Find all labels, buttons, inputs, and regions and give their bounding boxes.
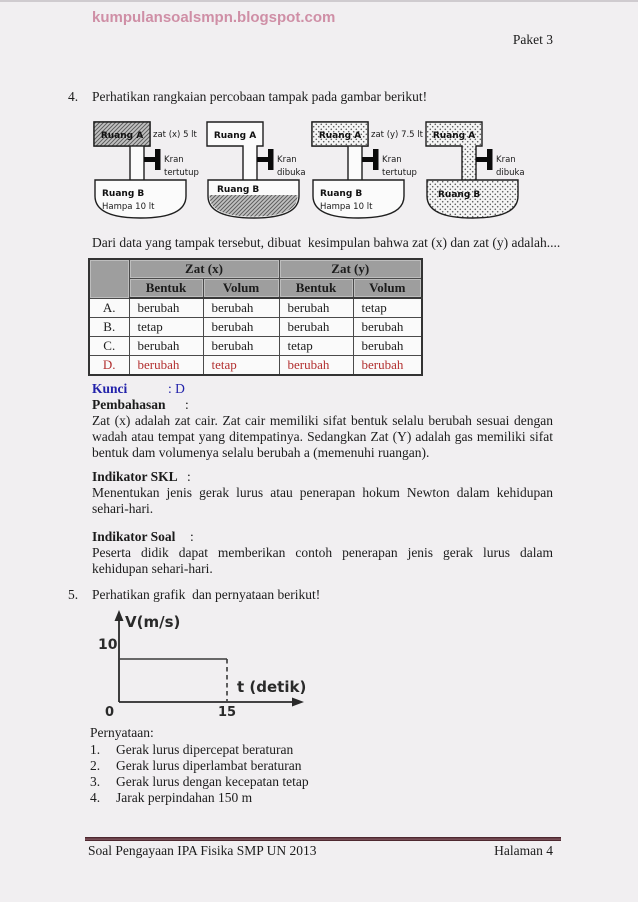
col-header: Volum	[353, 279, 422, 299]
table-row-option-c	[89, 337, 422, 356]
question-4-prompt: Perhatikan rangkaian percobaan tampak pada gambar berikut!	[92, 89, 428, 104]
apparatus-2-liquid-open	[205, 118, 308, 223]
cell: berubah	[203, 298, 279, 318]
cell: tetap	[203, 356, 279, 376]
y-axis-arrow-icon	[115, 610, 124, 621]
table-group-header-row	[89, 259, 422, 279]
kran-label: Kran	[164, 155, 184, 165]
kran-handle-icon	[373, 149, 379, 170]
col-header: Volum	[203, 279, 279, 299]
cell: tetap	[279, 337, 353, 356]
option-letter: A.	[89, 298, 129, 318]
hampa-label: Hampa 10 lt	[102, 202, 155, 212]
question-4-prompt-row	[68, 89, 568, 105]
ruang-b-flask	[313, 180, 404, 218]
indikator-soal-text: Peserta didik dapat memberikan contoh penerapan jenis gerak lurus dalam kehidupan sehari-hari.	[92, 545, 553, 577]
statements-list	[90, 742, 510, 806]
statement-text: Gerak lurus dengan kecepatan tetap	[116, 774, 309, 789]
ruang-b-label: Ruang B	[217, 185, 260, 195]
apparatus-3-gas-closed	[310, 118, 422, 223]
colon: :	[187, 469, 191, 484]
zat-x-label: zat (x) 5 lt	[153, 130, 197, 140]
kunci-line	[92, 381, 185, 397]
kran-handle-icon	[155, 149, 161, 170]
cell: berubah	[353, 356, 422, 376]
experiment-diagram	[92, 118, 542, 223]
x-axis-arrow-icon	[292, 698, 304, 707]
statement-item	[90, 790, 510, 806]
table-sub-header-row	[89, 279, 422, 299]
apparatus-4-gas-open	[424, 118, 542, 223]
footer-page-number: Halaman 4	[494, 843, 553, 858]
statement-number: 3.	[90, 774, 101, 789]
cell: berubah	[129, 298, 203, 318]
zat-y-header: Zat (y)	[279, 259, 422, 279]
ruang-a-label: Ruang A	[213, 131, 257, 141]
option-letter: C.	[89, 337, 129, 356]
indikator-soal-heading	[92, 529, 194, 545]
statement-number: 4.	[90, 790, 101, 805]
x-tick-15: 15	[218, 705, 237, 720]
indikator-skl-heading	[92, 469, 191, 485]
ruang-b-flask	[95, 180, 186, 218]
statement-item	[90, 774, 510, 790]
velocity-time-graph	[95, 608, 335, 723]
table-row-option-a	[89, 298, 422, 318]
statement-text: Gerak lurus dipercepat beraturan	[116, 742, 294, 757]
kran-state-label: tertutup	[164, 168, 199, 178]
kran-label: Kran	[496, 155, 516, 165]
statement-number: 1.	[90, 742, 101, 757]
ruang-a-label: Ruang A	[432, 131, 476, 141]
cell: berubah	[353, 318, 422, 337]
x-axis-label: t (detik)	[237, 678, 307, 696]
zat-x-header: Zat (x)	[129, 259, 279, 279]
cell: berubah	[279, 298, 353, 318]
kran-label: Kran	[382, 155, 402, 165]
question-5-prompt-row	[68, 587, 568, 603]
pembahasan-heading	[92, 397, 189, 413]
table-corner-cell	[89, 259, 129, 298]
question-5-number: 5.	[68, 587, 79, 602]
ruang-b-label: Ruang B	[320, 189, 363, 199]
cell: berubah	[129, 337, 203, 356]
pembahasan-text: Zat (x) adalah zat cair. Zat cair memiliki sifat bentuk selalu berubah sesuai dengan wadah atau tempat yang ditempatinya. Sedangkan Zat (Y) adalah gas memiliki sifat bentuk dam volumenya selalu berubah a (memenuhi ruangan).	[92, 413, 553, 461]
question-4-number: 4.	[68, 89, 79, 104]
ruang-a-label: Ruang A	[100, 131, 144, 141]
packet-label: Paket 3	[512, 32, 553, 47]
cell: berubah	[129, 356, 203, 376]
kran-state-label: dibuka	[277, 168, 306, 178]
y-tick-10: 10	[98, 637, 118, 653]
table-row-option-d-answer	[89, 356, 422, 376]
cell: tetap	[353, 298, 422, 318]
conclusion-sentence: Dari data yang tampak tersebut, dibuat kesimpulan bahwa zat (x) dan zat (y) adalah....	[92, 235, 561, 250]
statement-text: Gerak lurus diperlambat beraturan	[116, 758, 302, 773]
kunci-label: Kunci	[92, 381, 128, 396]
origin-tick-0: 0	[105, 705, 115, 720]
statement-item	[90, 742, 510, 758]
kunci-value: : D	[168, 381, 185, 396]
indikator-skl-text: Menentukan jenis gerak lurus atau penerapan hokum Newton dalam kehidupan sehari-hari.	[92, 485, 553, 517]
apparatus-1-liquid-closed	[92, 118, 203, 223]
ruang-b-label: Ruang B	[438, 190, 481, 200]
kran-label: Kran	[277, 155, 297, 165]
statements-title: Pernyataan:	[90, 725, 154, 740]
footer-divider	[85, 837, 561, 841]
footer-document-title: Soal Pengayaan IPA Fisika SMP UN 2013	[88, 843, 317, 858]
ruang-a-label: Ruang A	[318, 131, 362, 141]
statement-text: Jarak perpindahan 150 m	[116, 790, 253, 805]
cell: berubah	[203, 318, 279, 337]
y-axis-label: V(m/s)	[125, 613, 181, 631]
answer-table	[88, 258, 423, 376]
cell: tetap	[129, 318, 203, 337]
question-5-prompt: Perhatikan grafik dan pernyataan berikut!	[92, 587, 321, 602]
zat-y-label: zat (y) 7.5 lt	[371, 130, 423, 140]
ruang-b-label: Ruang B	[102, 189, 145, 199]
indikator-soal-label: Indikator Soal	[92, 529, 176, 544]
kran-handle-icon	[268, 149, 274, 170]
indikator-skl-label: Indikator SKL	[92, 469, 178, 484]
cell: berubah	[279, 318, 353, 337]
statement-number: 2.	[90, 758, 101, 773]
cell: berubah	[279, 356, 353, 376]
table-row-option-b	[89, 318, 422, 337]
kran-handle-icon	[487, 149, 493, 170]
hampa-label: Hampa 10 lt	[320, 202, 373, 212]
kran-state-label: dibuka	[496, 168, 525, 178]
col-header: Bentuk	[279, 279, 353, 299]
colon: :	[190, 529, 194, 544]
pembahasan-label: Pembahasan	[92, 397, 166, 412]
col-header: Bentuk	[129, 279, 203, 299]
statement-item	[90, 758, 510, 774]
blog-url-link[interactable]: kumpulansoalsmpn.blogspot.com	[92, 9, 336, 26]
option-letter: B.	[89, 318, 129, 337]
page-footer	[88, 843, 553, 859]
cell: berubah	[353, 337, 422, 356]
option-letter: D.	[89, 356, 129, 376]
kran-state-label: tertutup	[382, 168, 417, 178]
colon: :	[185, 397, 189, 412]
cell: berubah	[203, 337, 279, 356]
